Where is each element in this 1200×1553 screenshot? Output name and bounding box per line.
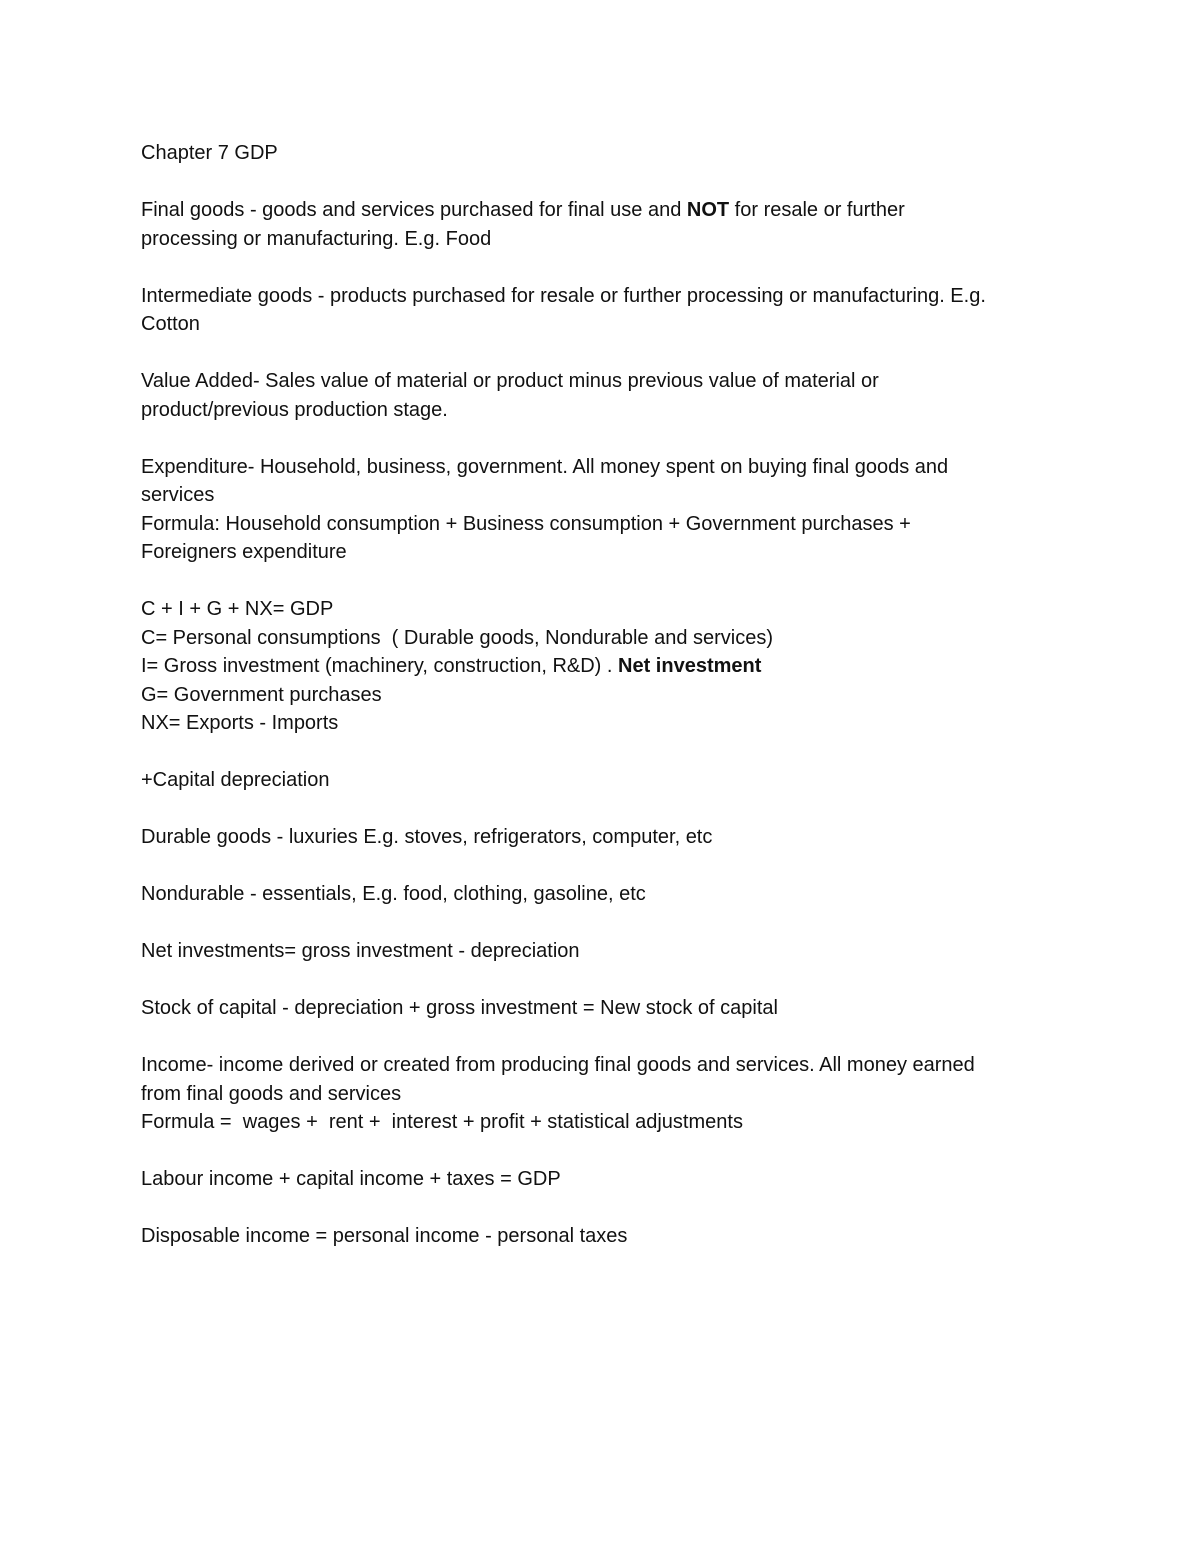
capital-depreciation-line: +Capital depreciation <box>141 769 330 791</box>
page-title: Chapter 7 GDP <box>141 142 278 164</box>
disposable-income-line: Disposable income = personal income - personal taxes <box>141 1225 628 1247</box>
equation-g-definition: G= Government purchases <box>141 683 382 706</box>
final-goods-not-emphasis: NOT <box>686 199 730 221</box>
blank-line <box>141 738 1071 767</box>
blank-line <box>141 253 1071 282</box>
expenditure-formula-line-1: Formula: Household consumption + Business consumption + Government purchases + <box>141 512 911 535</box>
net-investments-line: Net investments= gross investment - depreciation <box>141 940 580 962</box>
net-investment-emphasis: Net investment <box>618 655 762 677</box>
value-added-line-2: product/previous production stage. <box>141 398 448 421</box>
stock-of-capital-line: Stock of capital - depreciation + gross investment = New stock of capital <box>141 997 778 1019</box>
blank-line <box>141 1194 1071 1223</box>
expenditure-line-1: Expenditure- Household, business, government. All money spent on buying final goods and <box>141 455 949 478</box>
income-formula-line: Formula = wages + rent + interest + profit + statistical adjustments <box>141 1111 743 1133</box>
blank-line <box>141 168 1071 197</box>
expenditure-line-2: services <box>141 484 215 506</box>
final-goods-text-a: Final goods - goods and services purchased for final use and <box>141 199 687 221</box>
blank-line <box>141 852 1071 881</box>
blank-line <box>141 795 1071 824</box>
final-goods-line-2: processing or manufacturing. E.g. Food <box>141 227 492 250</box>
equation-i-definition <box>141 652 1071 681</box>
blank-line <box>141 339 1071 368</box>
intermediate-goods-line-2: Cotton <box>141 313 200 335</box>
income-line-2: from final goods and services <box>141 1082 402 1105</box>
blank-line <box>141 567 1071 596</box>
gdp-equation: C + I + G + NX= GDP <box>141 598 334 620</box>
value-added-line-1: Value Added- Sales value of material or product minus previous value of material or <box>141 370 879 392</box>
final-goods-text-b: for resale or further <box>729 199 905 221</box>
blank-line <box>141 966 1071 995</box>
equation-i-text: I= Gross investment (machinery, construction, R&D) . <box>141 655 619 677</box>
labour-income-line: Labour income + capital income + taxes = GDP <box>141 1168 561 1190</box>
blank-line <box>141 1023 1071 1052</box>
durable-goods-line: Durable goods - luxuries E.g. stoves, refrigerators, computer, etc <box>141 826 713 848</box>
final-goods-line-1 <box>141 196 1071 225</box>
blank-line <box>141 1137 1071 1166</box>
equation-nx-definition: NX= Exports - Imports <box>141 712 339 734</box>
nondurable-line: Nondurable - essentials, E.g. food, clothing, gasoline, etc <box>141 883 646 905</box>
intermediate-goods-line-1: Intermediate goods - products purchased for resale or further processing or manufacturing. E.g. <box>141 284 986 307</box>
document-body <box>141 139 1071 1251</box>
blank-line <box>141 424 1071 453</box>
equation-c-definition: C= Personal consumptions ( Durable goods, Nondurable and services) <box>141 626 774 649</box>
expenditure-formula-line-2: Foreigners expenditure <box>141 541 347 563</box>
income-line-1: Income- income derived or created from producing final goods and services. All money earned <box>141 1054 975 1076</box>
blank-line <box>141 909 1071 938</box>
